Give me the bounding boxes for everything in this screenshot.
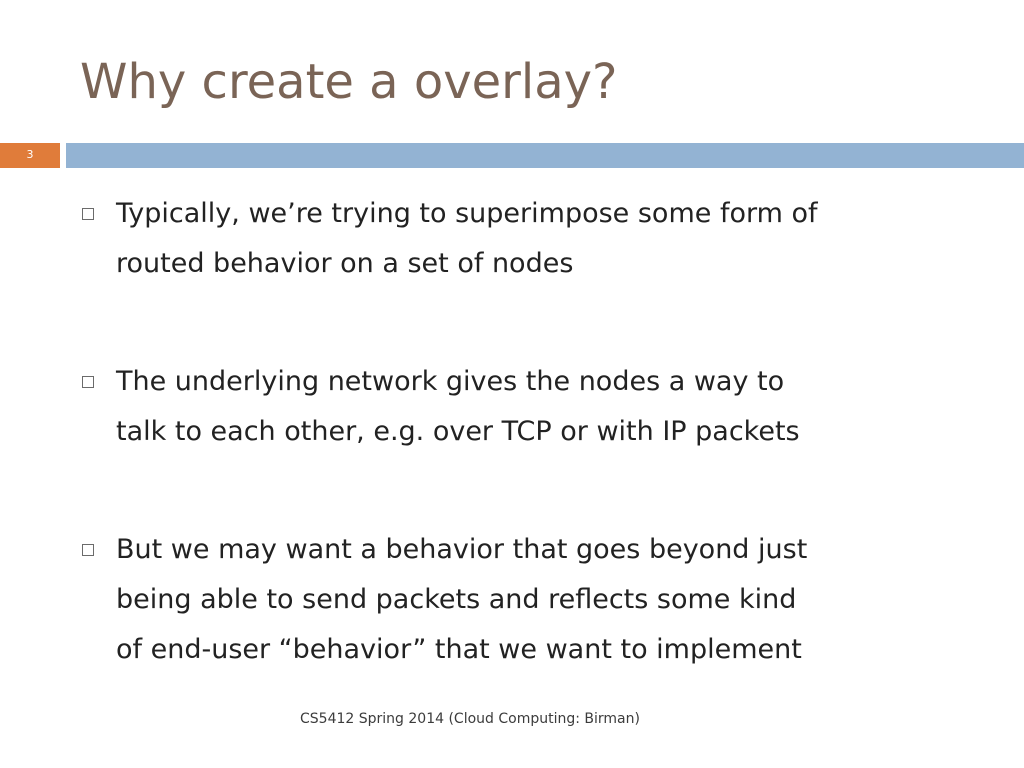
square-bullet-icon [82,376,94,388]
slide-title: Why create a overlay? [80,54,618,110]
square-bullet-icon [82,208,94,220]
slide-number: 3 [26,148,34,161]
bullet-line: talk to each other, e.g. over TCP or with IP packets [116,416,800,447]
slide-footer: CS5412 Spring 2014 (Cloud Computing: Birman) [300,711,640,727]
square-bullet-icon [82,544,94,556]
bullet-line: being able to send packets and reflects some kind [116,584,797,615]
bullet-text [116,525,976,675]
bullet-text [116,357,976,457]
bullet-line: Typically, we’re trying to superimpose some form of [116,198,818,229]
bullet-text [116,189,976,289]
bullet-line: routed behavior on a set of nodes [116,248,574,279]
bullet-line: But we may want a behavior that goes beyond just [116,534,808,565]
bullet-line: of end-user “behavior” that we want to implement [116,634,802,665]
bullet-line: The underlying network gives the nodes a way to [116,366,785,397]
